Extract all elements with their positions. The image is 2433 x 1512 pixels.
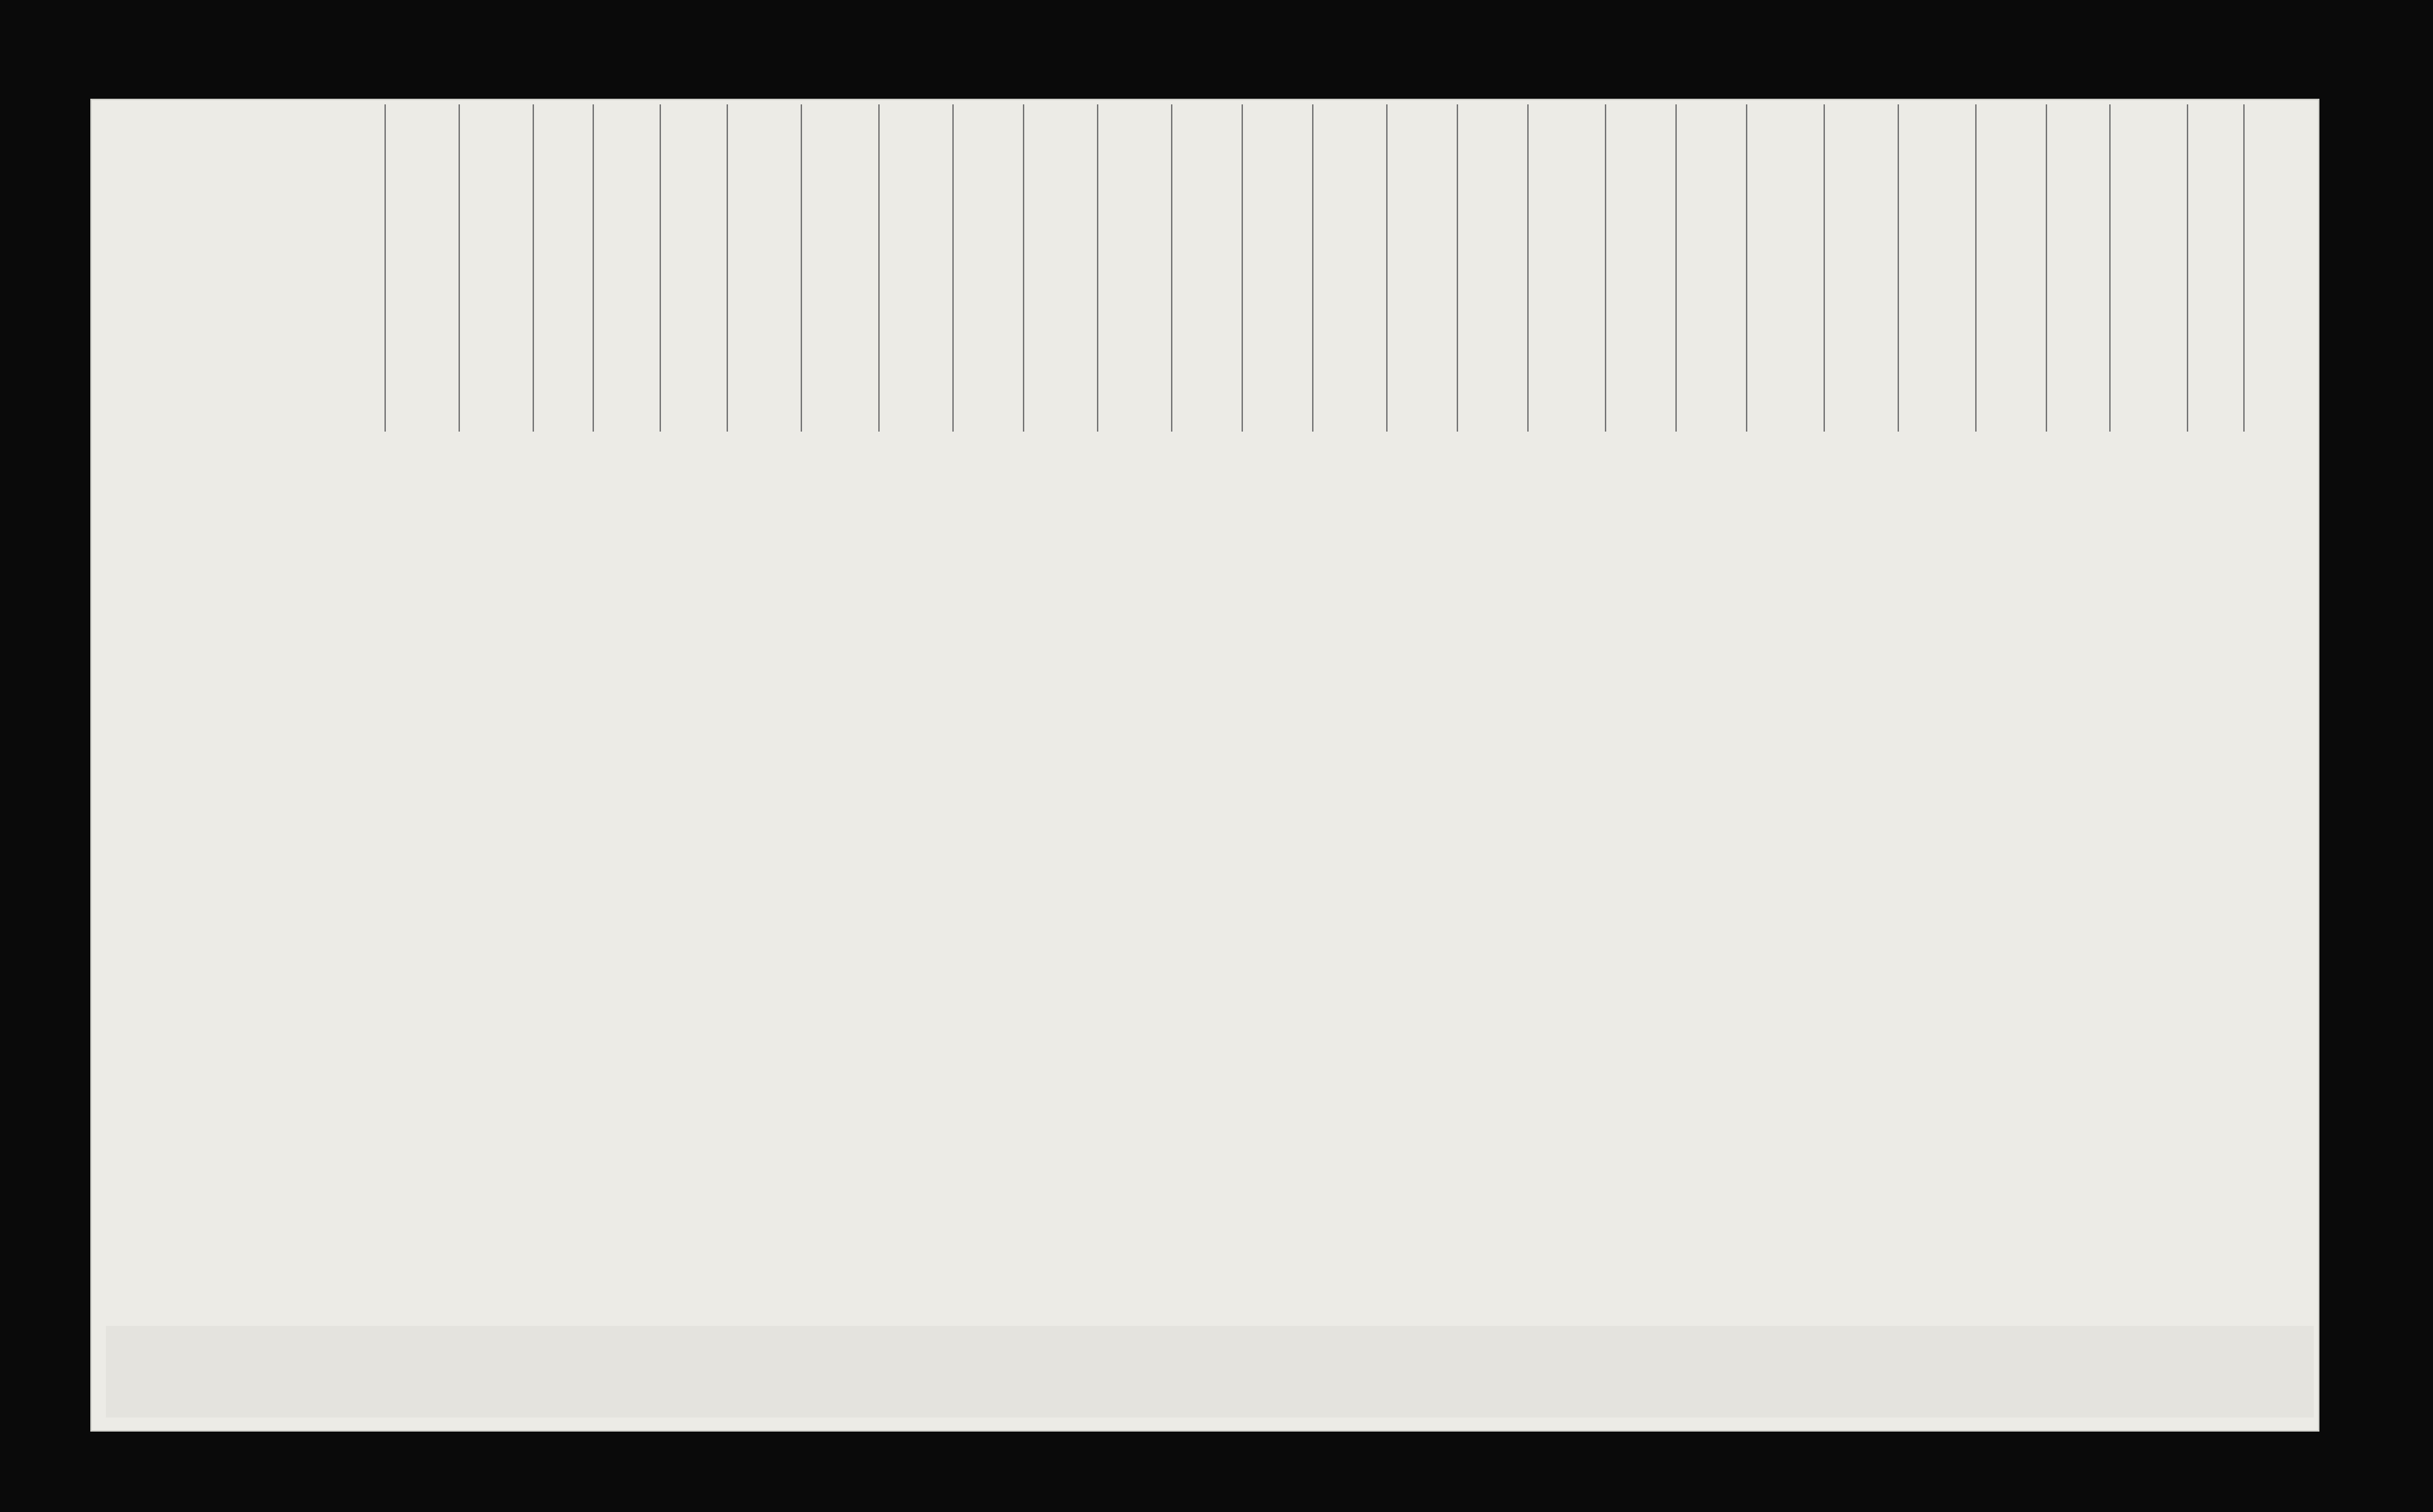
top-col-divider <box>2046 104 2047 432</box>
top-col-divider <box>1746 104 1747 432</box>
top-col-divider <box>593 104 594 432</box>
top-col-divider <box>1975 104 1977 432</box>
top-col-divider <box>1457 104 1458 432</box>
top-col-divider <box>952 104 954 432</box>
top-col-divider <box>2243 104 2245 432</box>
top-col-divider <box>1171 104 1172 432</box>
top-col-divider <box>2109 104 2111 432</box>
top-col-divider <box>1675 104 1677 432</box>
top-col-divider <box>459 104 460 432</box>
top-col-divider <box>1097 104 1098 432</box>
top-col-divider <box>2187 104 2188 432</box>
top-col-divider <box>533 104 534 432</box>
top-col-divider <box>878 104 880 432</box>
top-col-divider <box>1242 104 1243 432</box>
top-col-divider <box>1312 104 1313 432</box>
top-col-divider <box>727 104 728 432</box>
top-col-divider <box>1527 104 1529 432</box>
top-col-divider <box>1386 104 1388 432</box>
top-col-divider <box>384 104 386 432</box>
top-col-divider <box>1023 104 1024 432</box>
census-card <box>90 99 2319 1432</box>
top-col-divider <box>801 104 802 432</box>
top-col-divider <box>1898 104 1899 432</box>
top-col-divider <box>1605 104 1606 432</box>
top-col-divider <box>660 104 661 432</box>
top-col-divider <box>1824 104 1825 432</box>
torn-bottom-edge <box>106 1326 2314 1418</box>
